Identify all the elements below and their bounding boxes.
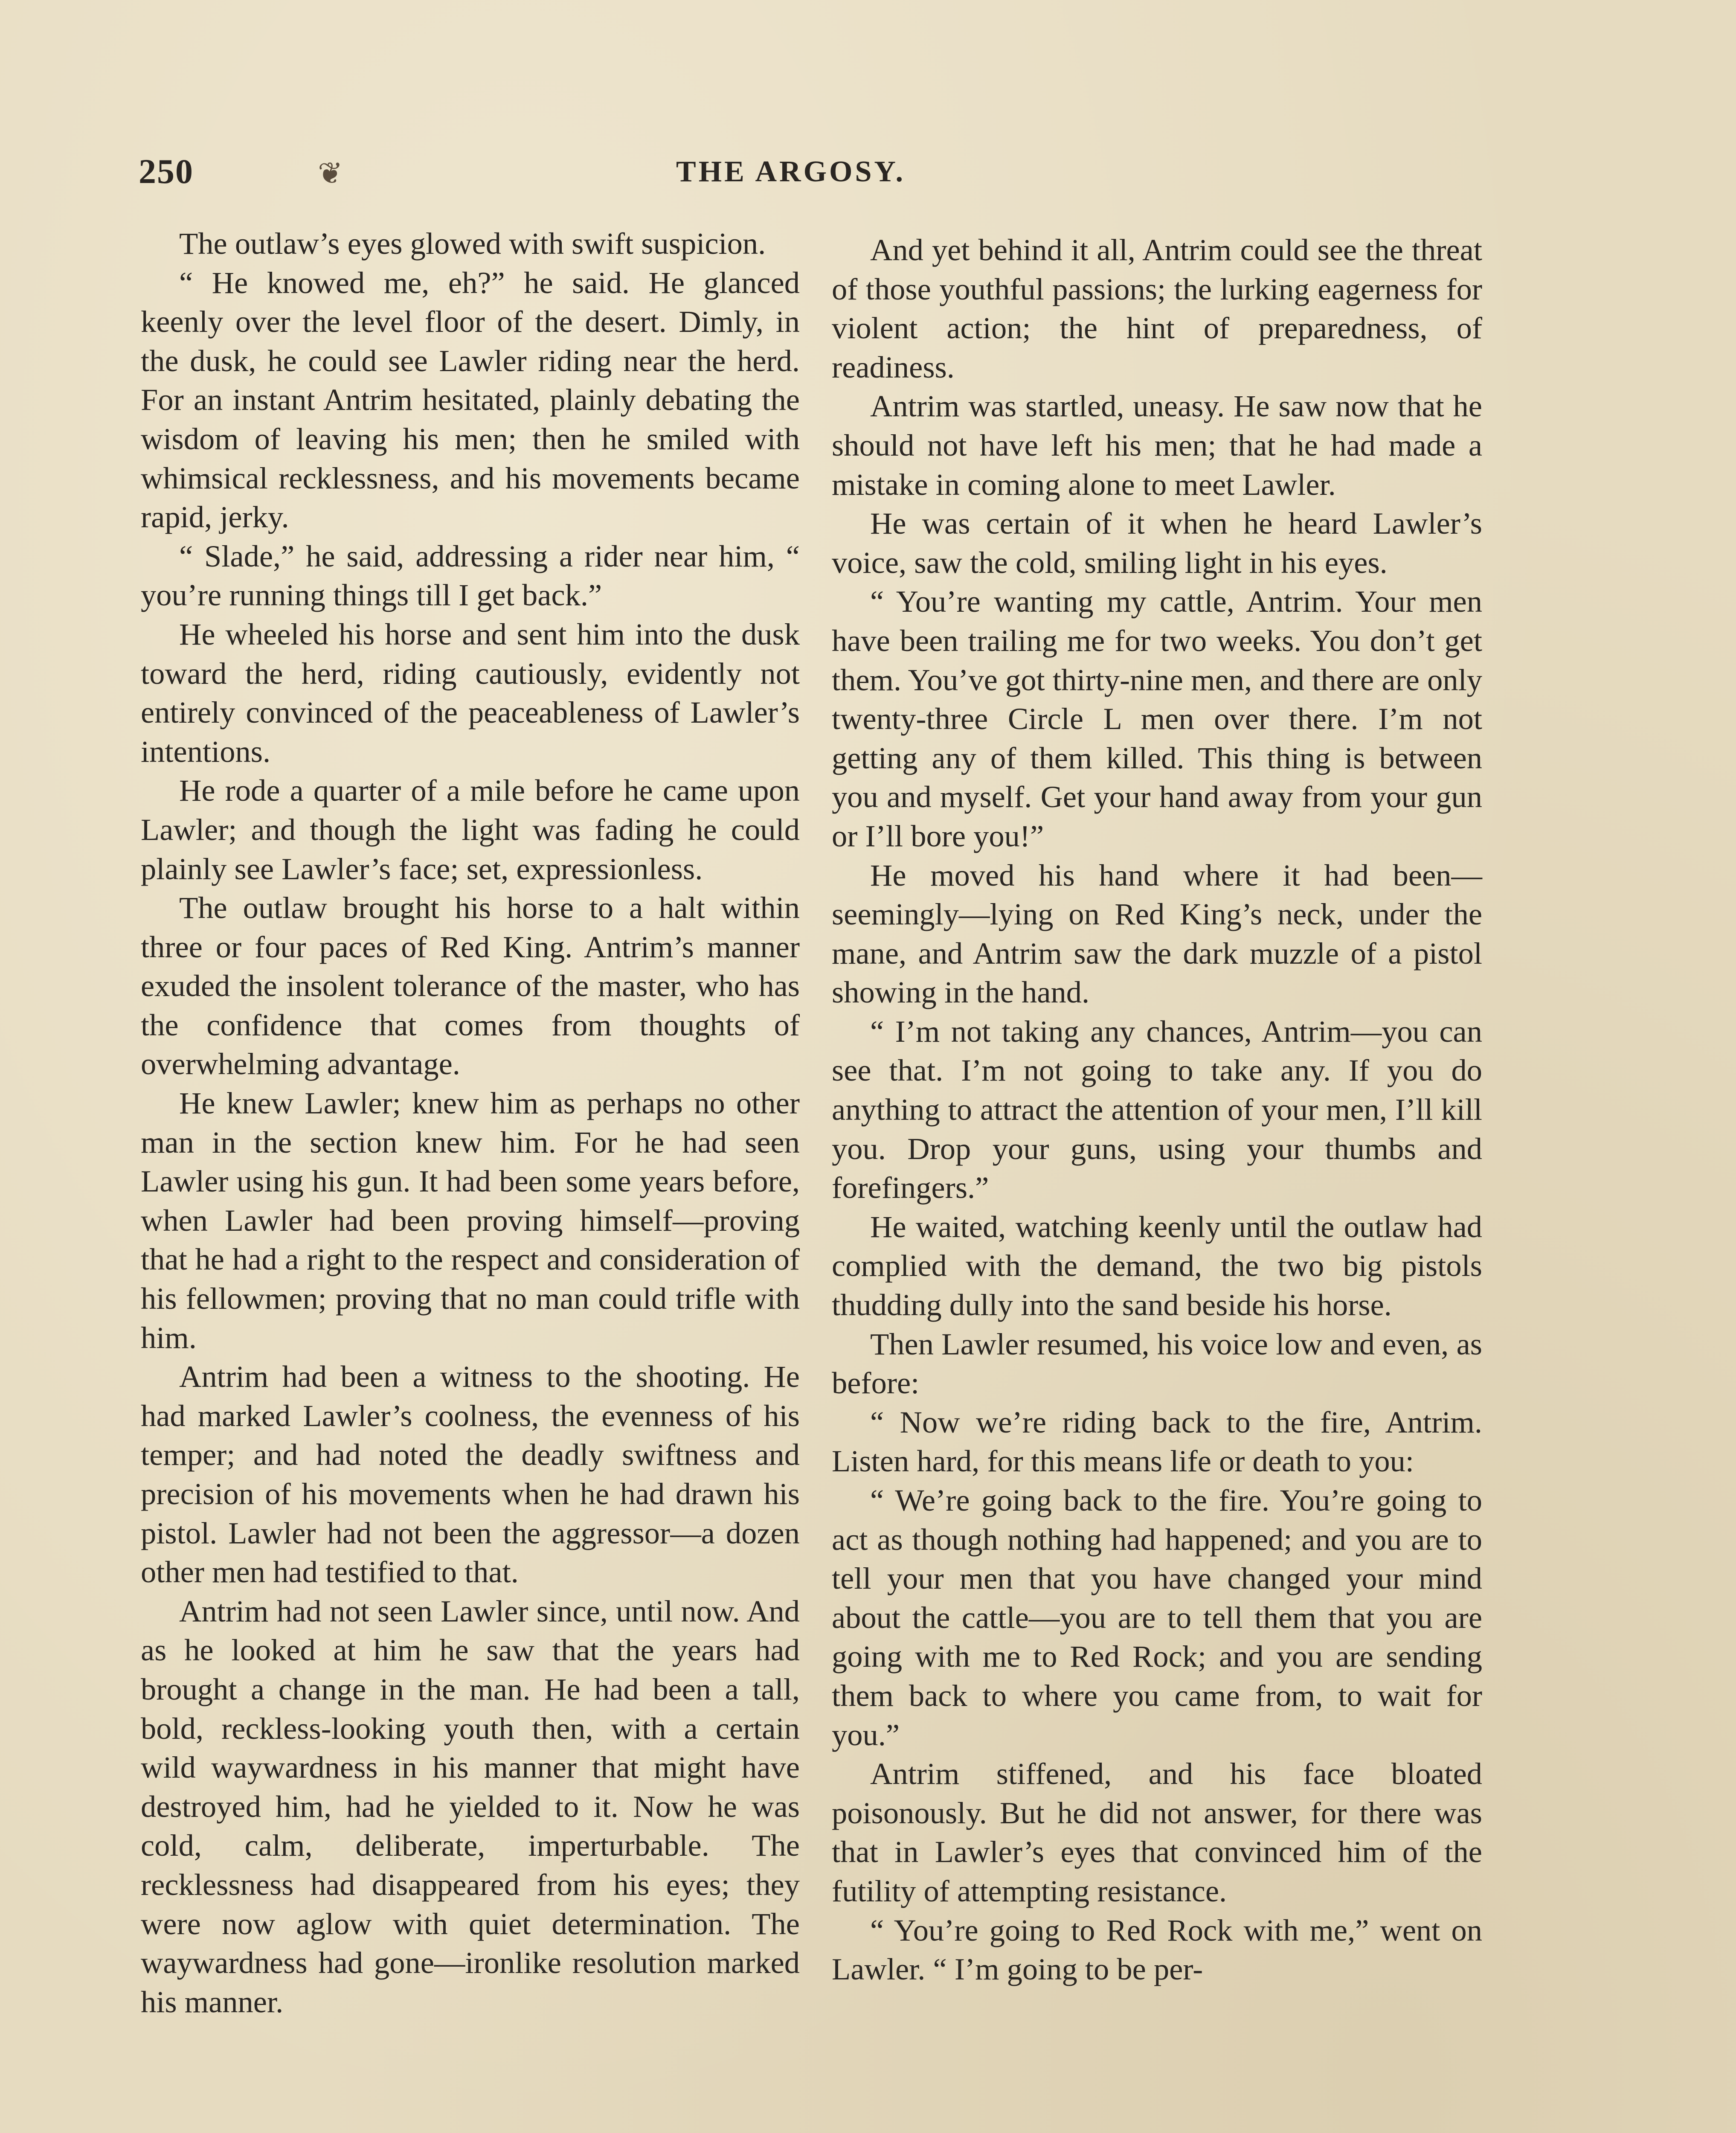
paragraph: “ He knowed me, eh?” he said. He glanced keenly over the level floor of the desert. Dimly, in the dusk, he could see Lawler riding near the herd. For an instant Antrim hesitated, plainly debating the wisdom of leaving his men; then he smiled with whimsical recklessness, and his movements became rapid, jerky.: [141, 265, 800, 535]
paragraph: Antrim had not seen Lawler since, until now. And as he looked at him he saw that the years had brought a change in the man. He had been a tall, bold, reckless-looking youth then, with a certain wild waywardness in his manner that might have destroyed him, had he yielded to it. Now he was cold, calm, deliberate, imperturbable. The recklessness had disappeared from his eyes; they were now aglow with quiet determination. The waywardness had gone—ironlike resolution marked his manner.: [141, 1593, 800, 2019]
paragraph: “ You’re going to Red Rock with me,” went on Lawler. “ I’m going to be per-: [832, 1912, 1482, 1987]
paragraph: He waited, watching keenly until the outlaw had complied with the demand, the two big pistols thudding dully into the sand beside his horse.: [832, 1209, 1482, 1322]
paragraph: He moved his hand where it had been—seemingly—lying on Red King’s neck, under the mane, and Antrim saw the dark muzzle of a pistol showing in the hand.: [832, 857, 1482, 1010]
paragraph: He rode a quarter of a mile before he came upon Lawler; and though the light was fading he could plainly see Lawler’s face; set, expressionless.: [141, 773, 800, 886]
paragraph: Antrim was startled, uneasy. He saw now that he should not have left his men; that he had made a mistake in coming alone to meet Lawler.: [832, 389, 1482, 502]
paragraph: The outlaw brought his horse to a halt within three or four paces of Red King. Antrim’s manner exuded the insolent tolerance of the master, who has the confidence that comes from thoughts of overwhelming advantage.: [141, 890, 800, 1081]
paragraph: And yet behind it all, Antrim could see the threat of those youthful passions; the lurking eagerness for violent action; the hint of preparedness, of readiness.: [832, 232, 1482, 384]
page-number: 250: [139, 152, 194, 191]
paragraph: The outlaw’s eyes glowed with swift suspicion.: [179, 226, 766, 261]
paragraph: He was certain of it when he heard Lawler’s voice, saw the cold, smiling light in his eyes.: [832, 506, 1482, 580]
paragraph: Antrim stiffened, and his face bloated poisonously. But he did not answer, for there was that in Lawler’s eyes that convinced him of the futility of attempting resistance.: [832, 1756, 1482, 1908]
paragraph: He wheeled his horse and sent him into the dusk toward the herd, riding cautiously, evidently not entirely convinced of the peaceableness of Lawler’s intentions.: [141, 616, 800, 769]
paragraph: “ You’re wanting my cattle, Antrim. Your men have been trailing me for two weeks. You don’t get them. You’ve got thirty-nine men, and there are only twenty-three Circle L men over there. I’m not getting any of them killed. This thing is between you and myself. Get your hand away from your gun or I’ll bore you!”: [832, 584, 1482, 853]
left-column: [141, 224, 800, 2021]
ornament-icon: ❦: [318, 157, 343, 190]
paragraph: “ I’m not taking any chances, Antrim—you can see that. I’m not going to take any. If you do anything to attract the attention of your men, I’ll kill you. Drop your guns, using your thumbs and forefingers.”: [832, 1014, 1482, 1205]
paragraph: He knew Lawler; knew him as perhaps no other man in the section knew him. For he had seen Lawler using his gun. It had been some years before, when Lawler had been proving himself—proving that he had a right to the respect and consideration of his fellowmen; proving that no man could trifle with him.: [141, 1086, 800, 1355]
paragraph: Antrim had been a witness to the shooting. He had marked Lawler’s coolness, the evenness of his temper; and had noted the deadly swiftness and precision of his movements when he had drawn his pistol. Lawler had not been the aggressor—a dozen other men had testified to that.: [141, 1359, 800, 1590]
right-column: [832, 230, 1482, 1989]
paragraph: “ We’re going back to the fire. You’re going to act as though nothing had happened; and you are to tell your men that you have changed your mind about the cattle—you are to tell them that you are going with me to Red Rock; and you are sending them back to where you came from, to wait for you.”: [832, 1483, 1482, 1752]
paragraph: “ Now we’re riding back to the fire, Antrim. Listen hard, for this means life or death to you:: [832, 1404, 1482, 1479]
paragraph: “ Slade,” he said, addressing a rider near him, “ you’re running things till I get back.”: [141, 538, 800, 613]
running-title: THE ARGOSY.: [676, 155, 906, 188]
page-header: [139, 151, 1478, 198]
paragraph: Then Lawler resumed, his voice low and even, as before:: [832, 1326, 1482, 1401]
